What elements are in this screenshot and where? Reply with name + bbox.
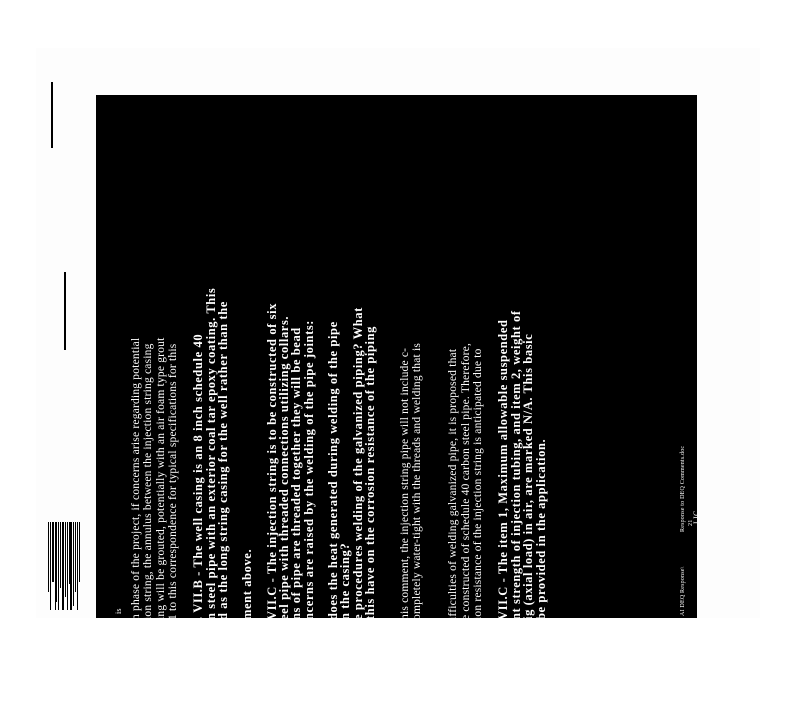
barcode-stripe (73, 522, 75, 606)
barcode-stripe (79, 522, 80, 582)
barcode-stripe (69, 522, 70, 584)
text-line: eel pipe with threaded connections utilizing collars. (276, 315, 291, 620)
text-line: n phase of the project, if concerns arise regarding potential (130, 337, 142, 620)
barcode-stripe (58, 522, 59, 610)
rotated-text-block (96, 95, 701, 620)
text-line: ifficulties of welding galvanized pipe, it is proposed that (447, 348, 460, 620)
text-line: ion string, the annulus between the injection string casing (142, 343, 155, 620)
page-mark: LIC (692, 510, 701, 524)
barcode-stripe (48, 522, 49, 592)
top-mark: is (114, 608, 123, 614)
scan-artifact-line (51, 82, 53, 148)
text-line: d as the long string casing for the well rather than the (216, 301, 231, 620)
text-line: his comment, the injection string pipe will not include c- (399, 347, 412, 620)
text-line: . VII.B - The well casing is an 8 inch schedule 40 (191, 333, 206, 620)
footer-rule (770, 480, 775, 713)
text-line: this have on the corrosion resistance of the piping (363, 325, 378, 620)
text-line: VII.C - The item 1, Maximum allowable suspended (496, 319, 511, 620)
barcode-stripe (75, 522, 76, 592)
text-line: ig (axial load) in air, are marked N/A. This basic (521, 333, 536, 620)
text-line: nt strength of injection tubing, and item 2, weight of (508, 310, 523, 620)
barcode-stripe (65, 522, 66, 597)
text-line: ion resistance of the injection string is anticipated due to (472, 348, 485, 620)
scan-margin (0, 0, 800, 48)
margin-rule (776, 203, 777, 713)
text-line: ment above. (240, 548, 255, 620)
page-number: 21 (688, 519, 694, 526)
text-line: e procedures welding of the galvanized piping? What (350, 307, 365, 620)
barcode-stripe (60, 522, 61, 588)
text-line: ompletely water-tight with the threads and welding that is (411, 342, 424, 620)
barcode-stripe (52, 522, 54, 582)
barcode-stripe (67, 522, 68, 610)
scan-artifact-line (64, 272, 66, 350)
text-line: VII.C - The injection string is to be constructed of six (264, 302, 279, 620)
text-line: ncerns are raised by the welding of the pipe joints: (301, 319, 316, 620)
text-line: n the casing? (338, 542, 353, 620)
barcode-stripe (62, 522, 64, 610)
barcode (48, 522, 80, 610)
text-line: e constructed of schedule 40 carbon steel pipe. Therefore, (459, 342, 472, 620)
barcode-stripe (55, 522, 56, 610)
document-page (96, 95, 701, 620)
footer-filename: Response to DEQ Comments.doc (680, 445, 686, 532)
text-line: ns of pipe are threaded together they will be bead (289, 327, 304, 620)
text-line: n steel pipe with an exterior coal tar epoxy coating. This (203, 287, 218, 620)
barcode-stripe (56, 522, 57, 602)
text-line: 1 to this correspondence for typical specifications for this (167, 343, 180, 620)
footer-left: AI DEQ Response\ (680, 566, 686, 616)
barcode-stripe (70, 522, 71, 610)
barcode-stripe (77, 522, 78, 610)
text-line: ing will be grouted, potentially with an air foam type grout (154, 337, 167, 620)
text-line: does the heat generated during welding of the pipe (325, 321, 340, 620)
text-line: be provided in the application. (533, 438, 548, 620)
barcode-stripe (50, 522, 51, 610)
